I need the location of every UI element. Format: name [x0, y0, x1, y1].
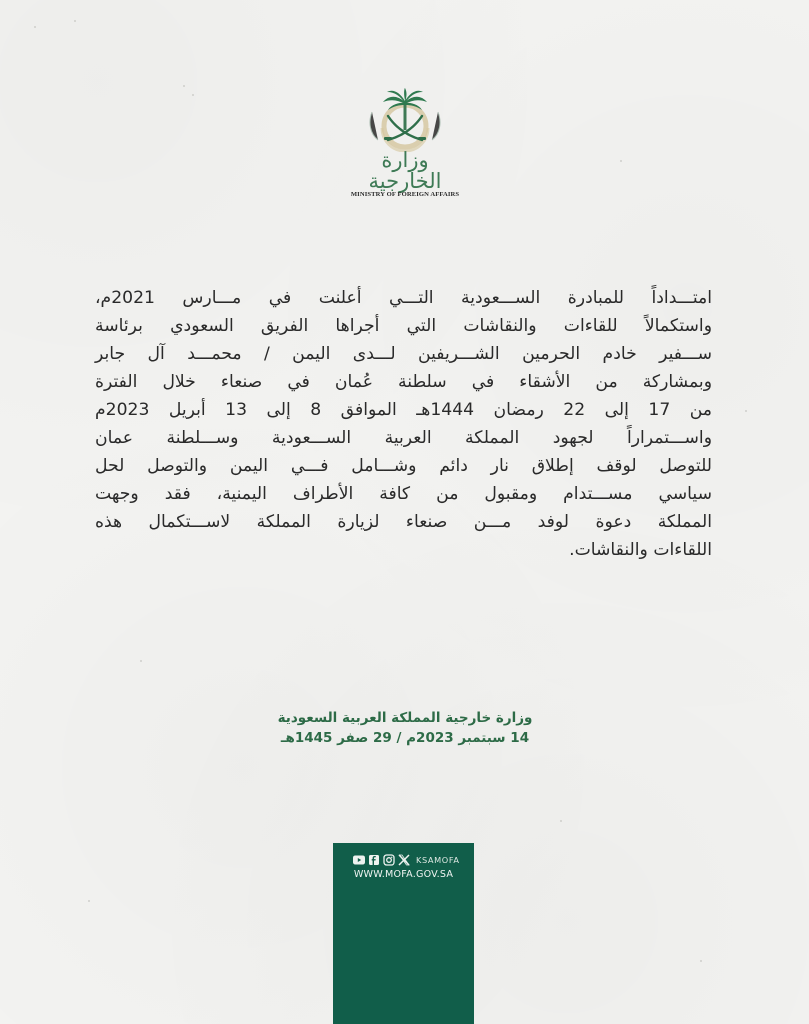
paper-speck: [34, 26, 36, 28]
youtube-icon[interactable]: [353, 854, 365, 866]
statement-line: وبمشاركة من الأشقاء في سلطنة عُمان في صنعاء خلال الفترة: [95, 372, 712, 392]
logo-arabic-text: وزارة الخارجية: [368, 148, 442, 193]
statement-line: واستكمالاً للقاءات والنقاشات التي أجراها الفريق السعودي برئاسة: [95, 316, 712, 336]
paper-speck: [140, 660, 142, 662]
statement-line: للتوصل لوقف إطلاق نار دائم وشـــامل فـــي اليمن والتوصل لحل: [95, 456, 712, 476]
logo-english-text: MINISTRY OF FOREIGN AFFAIRS: [350, 191, 460, 198]
statement-line: واســـتمراراً لجهود المملكة العربية الســـعودية وســـلطنة عمان: [95, 428, 712, 448]
paper-speck: [745, 410, 747, 412]
x-icon[interactable]: [398, 854, 410, 866]
paper-speck: [192, 94, 194, 96]
paper-speck: [74, 20, 76, 22]
social-handle[interactable]: KSAMOFA: [416, 855, 460, 865]
statement-body: [95, 284, 712, 564]
ministry-logo: [346, 88, 464, 204]
instagram-icon[interactable]: [383, 854, 395, 866]
palm-swords-emblem-icon: [346, 88, 464, 152]
signature-block: [250, 708, 560, 748]
statement-line: المملكة دعوة لوفد مـــن صنعاء لزيارة المملكة لاســـتكمال هذه: [95, 512, 712, 532]
paper-speck: [183, 85, 185, 87]
statement-line: ســـفير خادم الحرمين الشـــريفين لـــدى اليمن / محمـــد آل جابر: [95, 344, 712, 364]
statement-line: من 17 إلى 22 رمضان 1444هـ الموافق 8 إلى 13 أبريل 2023م: [95, 400, 713, 420]
statement-line: اللقاءات والنقاشات.: [569, 540, 712, 560]
paper-speck: [700, 960, 702, 962]
paper-speck: [560, 820, 562, 822]
paper-speck: [620, 160, 622, 162]
footer-panel: [333, 843, 474, 1024]
facebook-icon[interactable]: [368, 854, 380, 866]
statement-line: امتـــداداً للمبادرة الســـعودية التـــي أعلنت في مـــارس 2021م،: [95, 288, 712, 308]
statement-line: سياسي مســـتدام ومقبول من كافة الأطراف اليمنية، فقد وجهت: [95, 484, 712, 504]
paper-speck: [88, 900, 90, 902]
social-links: [353, 854, 460, 866]
website-link[interactable]: WWW.MOFA.GOV.SA: [353, 869, 454, 880]
signature-organization: وزارة خارجية المملكة العربية السعودية: [277, 710, 533, 726]
signature-date: 14 سبتمبر 2023م / 29 صفر 1445هـ: [280, 730, 530, 746]
